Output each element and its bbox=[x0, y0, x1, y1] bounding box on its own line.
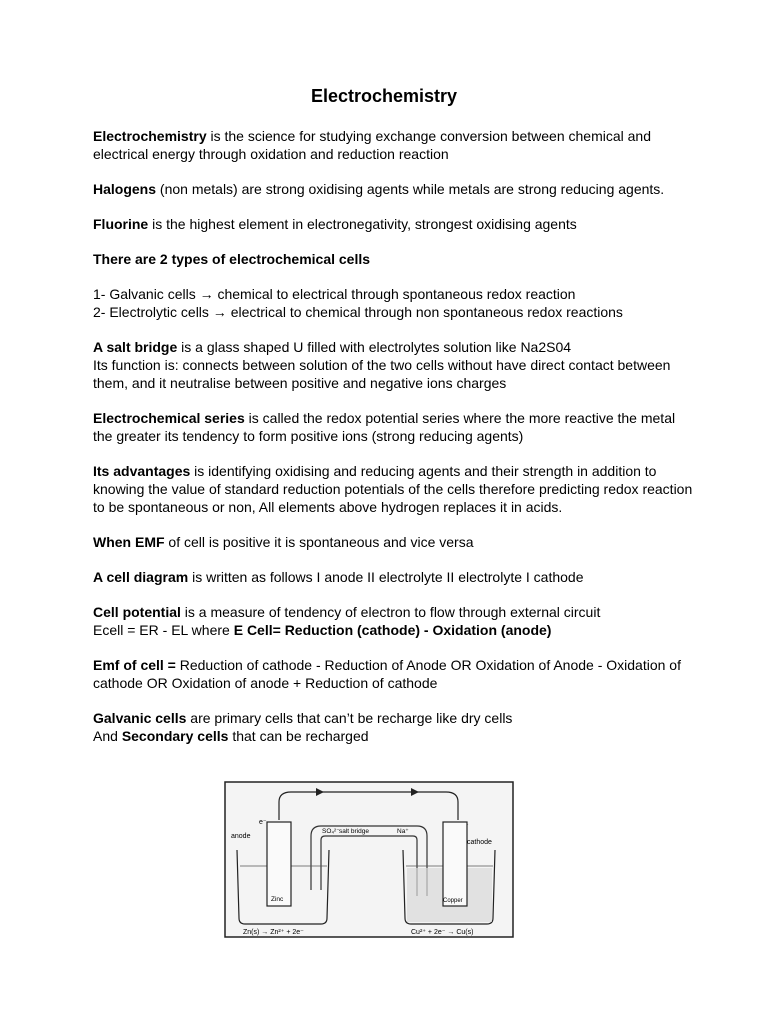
paragraph-cell-types-list bbox=[93, 285, 693, 321]
formula-plain: Ecell = ER - EL where bbox=[93, 622, 234, 638]
paragraph-emf-of-cell bbox=[93, 656, 693, 692]
paragraph-halogens bbox=[93, 180, 693, 198]
paragraph-electrochemical-series bbox=[93, 409, 693, 445]
paragraph-cell-potential bbox=[93, 603, 693, 639]
copper-electrode bbox=[443, 822, 467, 906]
paragraph-galvanic-cells bbox=[93, 709, 693, 745]
paragraph-cell-types-heading bbox=[93, 250, 693, 268]
list-item: 1- Galvanic cells → chemical to electrical through spontaneous redox reaction bbox=[93, 286, 576, 302]
term: When EMF bbox=[93, 534, 165, 550]
paragraph-advantages bbox=[93, 462, 693, 516]
sodium-ion-label: Na⁺ bbox=[397, 828, 409, 835]
galvanic-cell-diagram bbox=[221, 778, 515, 940]
zinc-label: Zinc bbox=[271, 896, 284, 903]
text-and: And bbox=[93, 728, 122, 744]
definition: is a measure of tendency of electron to flow through external circuit bbox=[180, 604, 601, 620]
cathode-label: cathode bbox=[467, 839, 492, 846]
definition: is identifying oxidising and reducing agents and their strength in addition to knowing the value of standard reduction potentials of the cells therefore predicting redox reaction to be spontaneous or non, All elements above hydrogen replaces it in acids. bbox=[93, 463, 693, 515]
term: A salt bridge bbox=[93, 339, 178, 355]
salt-bridge-label: salt bridge bbox=[339, 828, 369, 835]
formula-bold: E Cell= Reduction (cathode) - Oxidation (anode) bbox=[233, 622, 552, 638]
term: Its advantages bbox=[93, 463, 191, 479]
definition: Reduction of cathode - Reduction of Anode OR Oxidation of Anode - Oxidation of cathode OR Oxidation of anode + Reduction of cathode bbox=[93, 657, 681, 691]
sulfate-ion-label: SO₄²⁻ bbox=[322, 828, 340, 835]
anode-label: anode bbox=[231, 833, 251, 840]
document-body bbox=[93, 127, 693, 745]
term: Cell potential bbox=[93, 604, 181, 620]
paragraph-cell-diagram bbox=[93, 568, 693, 586]
term: Electrochemistry bbox=[93, 128, 207, 144]
list-item: 2- Electrolytic cells → electrical to chemical through non spontaneous redox reactions bbox=[93, 304, 623, 320]
term: Secondary cells bbox=[121, 728, 229, 744]
definition: is called the redox potential series where the more reactive the metal the greater its tendency to form positive ions (strong reducing agents) bbox=[93, 410, 676, 444]
definition: is a glass shaped U filled with electrolytes solution like Na2S04 bbox=[177, 339, 572, 355]
definition: are primary cells that can’t be recharge like dry cells bbox=[186, 710, 513, 726]
zinc-electrode bbox=[267, 822, 291, 906]
definition-line: Its function is: connects between solution of the two cells without have direct contact between them, and it neutralise between positive and negative ions charges bbox=[93, 357, 671, 391]
term: A cell diagram bbox=[93, 569, 189, 585]
term: Galvanic cells bbox=[93, 710, 187, 726]
term: Fluorine bbox=[93, 216, 149, 232]
term: Halogens bbox=[93, 181, 157, 197]
cathode-reaction: Cu²⁺ + 2e⁻ → Cu(s) bbox=[411, 929, 474, 936]
paragraph-emf bbox=[93, 533, 693, 551]
term: Electrochemical series bbox=[93, 410, 245, 426]
definition: is the science for studying exchange conversion between chemical and electrical energy through oxidation and reduction reaction bbox=[93, 128, 651, 162]
copper-label: Copper bbox=[443, 898, 463, 904]
definition: that can be recharged bbox=[228, 728, 369, 744]
page-title: Electrochemistry bbox=[310, 86, 458, 106]
paragraph-fluorine bbox=[93, 215, 693, 233]
paragraph-electrochemistry bbox=[93, 127, 693, 163]
definition: (non metals) are strong oxidising agents while metals are strong reducing agents. bbox=[156, 181, 665, 197]
term: Emf of cell = bbox=[93, 657, 176, 673]
definition: of cell is positive it is spontaneous and vice versa bbox=[164, 534, 474, 550]
electron-label-left: e⁻ bbox=[259, 819, 267, 826]
paragraph-salt-bridge bbox=[93, 338, 693, 392]
definition: is written as follows I anode II electrolyte II electrolyte I cathode bbox=[188, 569, 584, 585]
definition: is the highest element in electronegativity, strongest oxidising agents bbox=[148, 216, 577, 232]
anode-reaction: Zn(s) → Zn²⁺ + 2e⁻ bbox=[243, 929, 304, 936]
heading: There are 2 types of electrochemical cells bbox=[93, 251, 371, 267]
